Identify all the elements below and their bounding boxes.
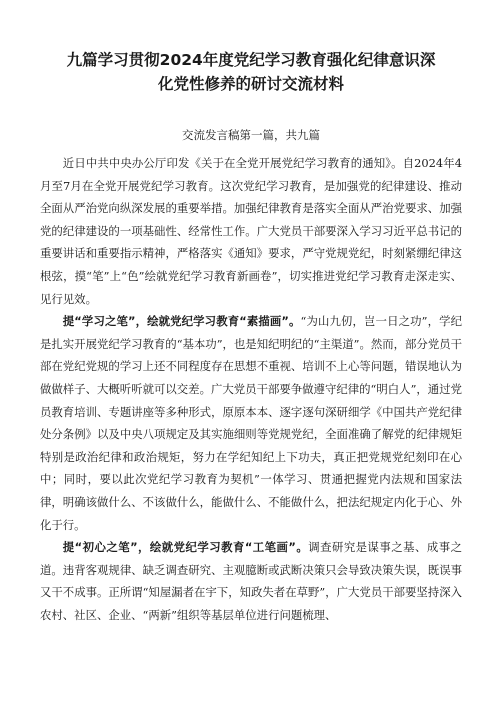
title-line-1: 九篇学习贯彻2024年度党纪学习教育强化纪律意识深 [66, 51, 436, 69]
paragraph-2-text: “为山九仞，岂一日之功”，学纪是扎实开展党纪学习教育的“基本功”，也是知纪明纪的“主渠道”。然而，部分党员干部在党纪党规的学习上还不同程度存在思想不重视、培训不上心等问题，错误地认为做做样子、大概听听就可以交差。广大党员干部要争做遵守纪律的“明白人”，通过党员教育培训、专题讲座等多种形式，原原本本、逐字逐句深研细学《中国共产党纪律处分条例》以及中央八项规定及其实施细则等党规党纪，全面准确了解党的纪律规矩特别是政治纪律和政治规矩，努力在学纪知纪上下功夫，真正把党规党纪刻印在心中；同时，要以此次党纪学习教育为契机”一体学习、贯通把握党内法规和国家法律，明确该做什么、不该做什么，能做什么、不能做什么，把法纪规定内化于心、外化于行。 [40, 314, 462, 532]
paragraph-2 [40, 310, 462, 536]
paragraph-3-text: 调查研究是谋事之基、成事之道。违背客观规律、缺乏调查研究、主观臆断或武断决策只会导致决策失误，既误事又干不成事。正所谓“知屋漏者在宇下，知政失者在草野”，广大党员干部要坚持深入农村、社区、企业、“两新”组织等基层单位进行问题梳理、 [40, 540, 462, 622]
paragraph-3-lead: 提“初心之笔”，绘就党纪学习教育“工笔画”。 [62, 540, 309, 555]
paragraph-1 [40, 152, 462, 310]
title-line-2: 化党性修养的研讨交流材料 [157, 75, 344, 93]
document-title [40, 48, 462, 96]
paragraph-3 [40, 536, 462, 626]
document-subtitle: 交流发言稿第一篇，共九篇 [182, 128, 320, 142]
document-body [40, 152, 462, 626]
paragraph-1-text: 近日中共中央办公厅印发《关于在全党开展党纪学习教育的通知》。自2024年4月至7月在全党开展党纪学习教育。这次党纪学习教育，是加强党的纪律建设、推动全面从严治党向纵深发展的重要举措。加强纪律教育是落实全面从严治党要求、加强党的纪律建设的一项基础性、经常性工作。广大党员干部要深入学习习近平总书记的重要讲话和重要指示精神，严格落实《通知》要求，严守党规党纪，时刻紧绷纪律这根弦，摸“笔”上“色”绘就党纪学习教育新画卷”，切实推进党纪学习教育走深走实、见行见效。 [40, 156, 462, 306]
paragraph-2-lead: 提“学习之笔”，绘就党纪学习教育“素描画”。 [62, 314, 301, 329]
